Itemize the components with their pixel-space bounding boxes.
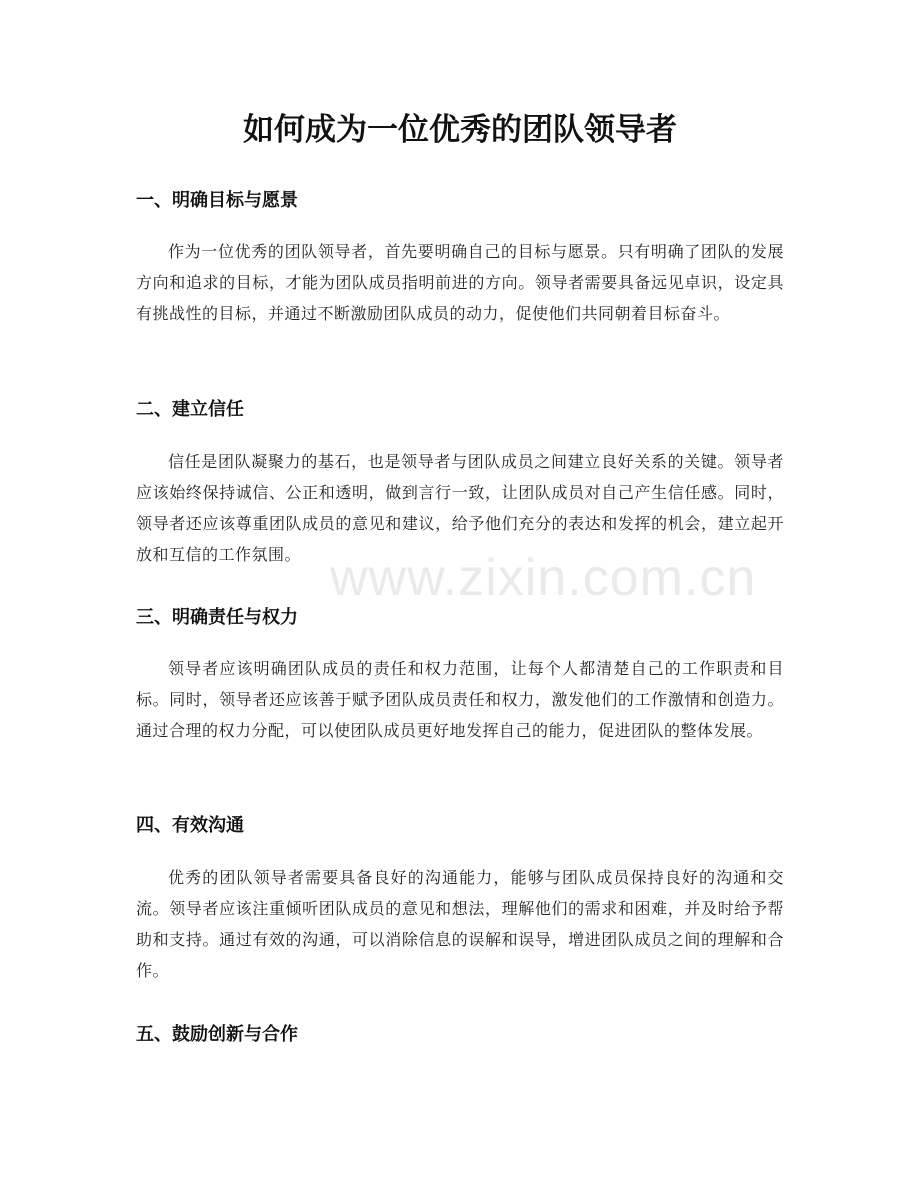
section-heading-2: 二、建立信任 — [136, 399, 244, 420]
section-heading-1: 一、明确目标与愿景 — [136, 190, 298, 211]
document-title: 如何成为一位优秀的团队领导者 — [243, 112, 677, 148]
section-body-1: 作为一位优秀的团队领导者，首先要明确自己的目标与愿景。只有明确了团队的发展方向和追求的目标，才能为团队成员指明前进的方向。领导者需要具备远见卓识，设定具有挑战性的目标，并通过不断激励团队成员的动力，促使他们共同朝着目标奋斗。 — [136, 242, 784, 323]
watermark: www.zixin.com.cn — [330, 549, 757, 607]
section-heading-3: 三、明确责任与权力 — [136, 607, 298, 628]
section-heading-4: 四、有效沟通 — [136, 815, 244, 836]
section-body-3: 领导者应该明确团队成员的责任和权力范围，让每个人都清楚自己的工作职责和目标。同时，领导者还应该善于赋予团队成员责任和权力，激发他们的工作激情和创造力。通过合理的权力分配，可以使团队成员更好地发挥自己的能力，促进团队的整体发展。 — [136, 659, 784, 740]
section-body-4: 优秀的团队领导者需要具备良好的沟通能力，能够与团队成员保持良好的沟通和交流。领导者应该注重倾听团队成员的意见和想法，理解他们的需求和困难，并及时给予帮助和支持。通过有效的沟通，可以消除信息的误解和误导，增进团队成员之间的理解和合作。 — [136, 868, 784, 980]
section-heading-5: 五、鼓励创新与合作 — [136, 1024, 298, 1045]
section-body-2: 信任是团队凝聚力的基石，也是领导者与团队成员之间建立良好关系的关键。领导者应该始终保持诚信、公正和透明，做到言行一致，让团队成员对自己产生信任感。同时，领导者还应该尊重团队成员的意见和建议，给予他们充分的表达和发挥的机会，建立起开放和互信的工作氛围。 — [136, 452, 784, 564]
